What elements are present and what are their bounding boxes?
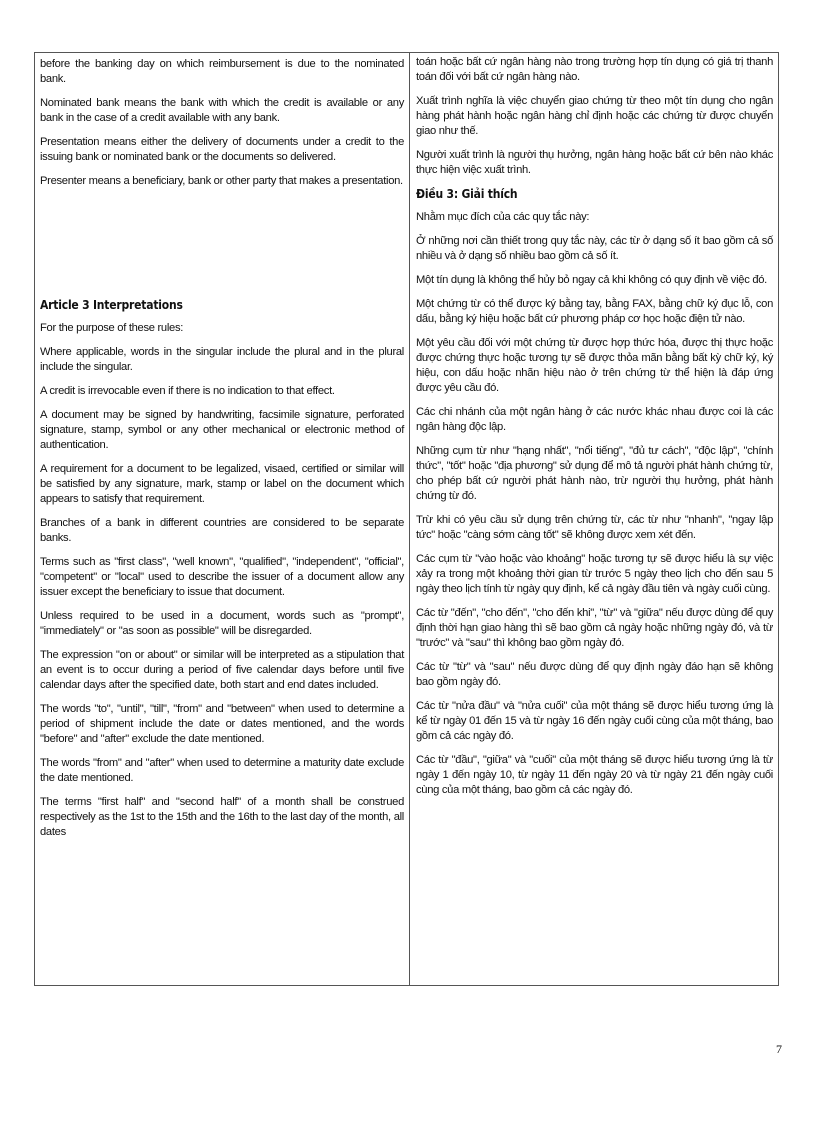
paragraph: The terms "first half" and "second half" of a month shall be construed respectively as the 1st to the 15th and the 16th to the last day of the month, all dates <box>40 796 404 838</box>
paragraph: Presenter means a beneficiary, bank or other party that makes a presentation. <box>40 175 403 187</box>
paragraph: Where applicable, words in the singular include the plural and in the plural include the singular. <box>40 346 404 373</box>
paragraph: Nhằm mục đích của các quy tắc này: <box>416 211 590 223</box>
paragraph: before the banking day on which reimbursement is due to the nominated bank. <box>40 58 404 85</box>
paragraph: Các chi nhánh của một ngân hàng ở các nước khác nhau được coi là các ngân hàng độc lập. <box>416 406 773 433</box>
paragraph: Những cụm từ như "hạng nhất", "nổi tiếng", "đủ tư cách", "độc lập", "chính thức", "tốt" hoặc "địa phương" sử dụng để mô tả người phát hành chứng từ, cho phép bất cứ người phát hành nào, trừ người thụ hưởng, phát hành chứng từ đó. <box>416 445 773 502</box>
paragraph: The words "from" and "after" when used to determine a maturity date exclude the date mentioned. <box>40 757 404 784</box>
paragraph: The words "to", "until", "till", "from" and "between" when used to determine a period of shipment include the date or dates mentioned, and the words "before" and "after" exclude the date mentioned. <box>40 703 404 745</box>
paragraph: toán hoặc bất cứ ngân hàng nào trong trường hợp tín dụng có giá trị thanh toán đối với bất cứ ngân hàng nào. <box>416 56 773 83</box>
paragraph: A requirement for a document to be legalized, visaed, certified or similar will be satisfied by any signature, mark, stamp or label on the document which appears to satisfy that requirement. <box>40 463 404 505</box>
paragraph: Branches of a bank in different countries are considered to be separate banks. <box>40 517 404 544</box>
paragraph: Người xuất trình là người thụ hưởng, ngân hàng hoặc bất cứ bên nào khác thực hiện việc xuất trình. <box>416 149 773 176</box>
article-heading: Article 3 Interpretations <box>40 298 183 312</box>
bilingual-table <box>34 52 779 986</box>
page-number: 7 <box>776 1042 782 1056</box>
paragraph: Các cụm từ "vào hoặc vào khoảng" hoặc tương tự sẽ được hiểu là sự việc xảy ra trong một khoảng thời gian từ trước 5 ngày theo lịch cho đến sau 5 ngày theo lịch tính từ ngày quy định, kể cả ngày đầu tiên và ngày cuối cùng. <box>416 553 773 595</box>
vietnamese-column <box>409 53 778 985</box>
paragraph: Các từ "đầu", "giữa" và "cuối" của một tháng sẽ được hiểu tương ứng là từ ngày 1 đến ngày 10, từ ngày 11 đến ngày 20 và từ ngày 21 đến ngày cuối cùng của một tháng, bao gồm cả các ngày đó. <box>416 754 773 796</box>
paragraph: Unless required to be used in a document, words such as "prompt", "immediately" or "as soon as possible" will be disregarded. <box>40 610 404 637</box>
paragraph: Các từ "đến", "cho đến", "cho đến khi", "từ" và "giữa" nếu được dùng để quy định thời hạn giao hàng thì sẽ bao gồm cả ngày hoặc những ngày đó, và từ "trước" và "sau" thì không bao gồm ngày đó. <box>416 607 773 649</box>
paragraph: Ở những nơi cần thiết trong quy tắc này, các từ ở dạng số ít bao gồm cả số nhiều và ở dạng số nhiều bao gồm cả số ít. <box>416 235 773 262</box>
paragraph: Các từ "nửa đầu" và "nửa cuối" của một tháng sẽ được hiểu tương ứng là kể từ ngày 01 đến 15 và từ ngày 16 đến ngày cuối cùng của một tháng, bao gồm cả các ngày đó. <box>416 700 773 742</box>
paragraph: Các từ "từ" và "sau" nếu được dùng để quy định ngày đáo hạn sẽ không bao gồm ngày đó. <box>416 661 773 688</box>
paragraph: A document may be signed by handwriting, facsimile signature, perforated signature, stamp, symbol or any other mechanical or electronic method of authentication. <box>40 409 404 451</box>
paragraph: For the purpose of these rules: <box>40 322 184 334</box>
paragraph: A credit is irrevocable even if there is no indication to that effect. <box>40 385 335 397</box>
paragraph: Nominated bank means the bank with which the credit is available or any bank in the case of a credit available with any bank. <box>40 97 404 124</box>
paragraph: Xuất trình nghĩa là việc chuyển giao chứng từ theo một tín dụng cho ngân hàng phát hành hoặc ngân hàng chỉ định hoặc các chứng từ được chuyển giao như thế. <box>416 95 773 137</box>
paragraph: Một yêu cầu đối với một chứng từ được hợp thức hóa, được thị thực hoặc được chứng thực hoặc tương tự sẽ được thỏa mãn bằng bất kỳ chữ ký, ký hiệu, con dấu hoặc nhãn hiệu nào ở trên chứng từ thể hiện là đáp ứng được yêu cầu đó. <box>416 337 773 394</box>
paragraph: Presentation means either the delivery of documents under a credit to the issuing bank or nominated bank or the documents so delivered. <box>40 136 404 163</box>
paragraph: Trừ khi có yêu cầu sử dụng trên chứng từ, các từ như "nhanh", "ngay lập tức" hoặc "càng sớm càng tốt" sẽ không được xem xét đến. <box>416 514 773 541</box>
paragraph: The expression "on or about" or similar will be interpreted as a stipulation that an event is to occur during a period of five calendar days before until five calendar days after the specified date, both start and end dates included. <box>40 649 404 691</box>
column-gap <box>40 198 404 298</box>
paragraph: Terms such as "first class", "well known", "qualified", "independent", "official", "competent" or "local" used to describe the issuer of a document allow any issuer except the beneficiary to issue that document. <box>40 556 404 598</box>
paragraph: Một tín dụng là không thể hủy bỏ ngay cả khi không có quy định về việc đó. <box>416 274 767 286</box>
article-heading: Điều 3: Giải thích <box>416 187 518 201</box>
english-column <box>35 53 409 985</box>
paragraph: Một chứng từ có thể được ký bằng tay, bằng FAX, bằng chữ ký đục lỗ, con dấu, bằng ký hiệu hoặc bất cứ phương pháp cơ học hoặc điện tử nào. <box>416 298 773 325</box>
